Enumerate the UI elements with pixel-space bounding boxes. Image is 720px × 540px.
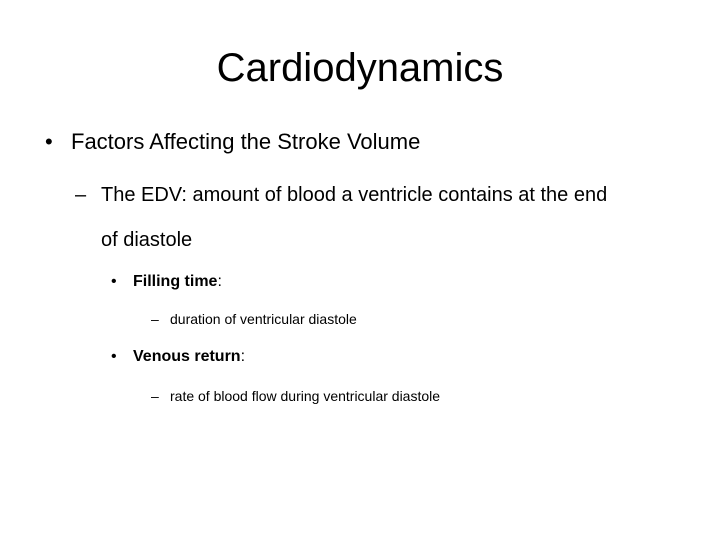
bullet-text: duration of ventricular diastole [170,311,357,327]
term-venous-return: Venous return [133,348,241,365]
bullet-marker: • [111,273,117,290]
bullet-factors [45,126,420,158]
bullet-text: rate of blood flow during ventricular diastole [170,388,441,404]
bullet-text: The EDV: amount of blood a ventricle contains at the end [101,184,608,206]
bullet-marker: • [111,348,117,365]
term-filling-time: Filling time [133,273,218,290]
colon: : [240,348,246,365]
bullet-text: Factors Affecting the Stroke Volume [71,129,421,154]
dash-marker: – [151,388,159,404]
colon: : [217,273,222,290]
bullet-marker: • [45,129,53,154]
slide-title: Cardiodynamics [216,46,504,90]
dash-marker: – [75,184,87,206]
bullet-edv-continuation: of diastole [101,229,193,251]
bullet-venous-return [111,345,245,369]
dash-marker: – [151,311,159,327]
bullet-edv [75,181,607,209]
bullet-filling-time [111,270,222,294]
bullet-venous-return-detail [151,386,440,406]
bullet-filling-time-detail [151,309,357,329]
